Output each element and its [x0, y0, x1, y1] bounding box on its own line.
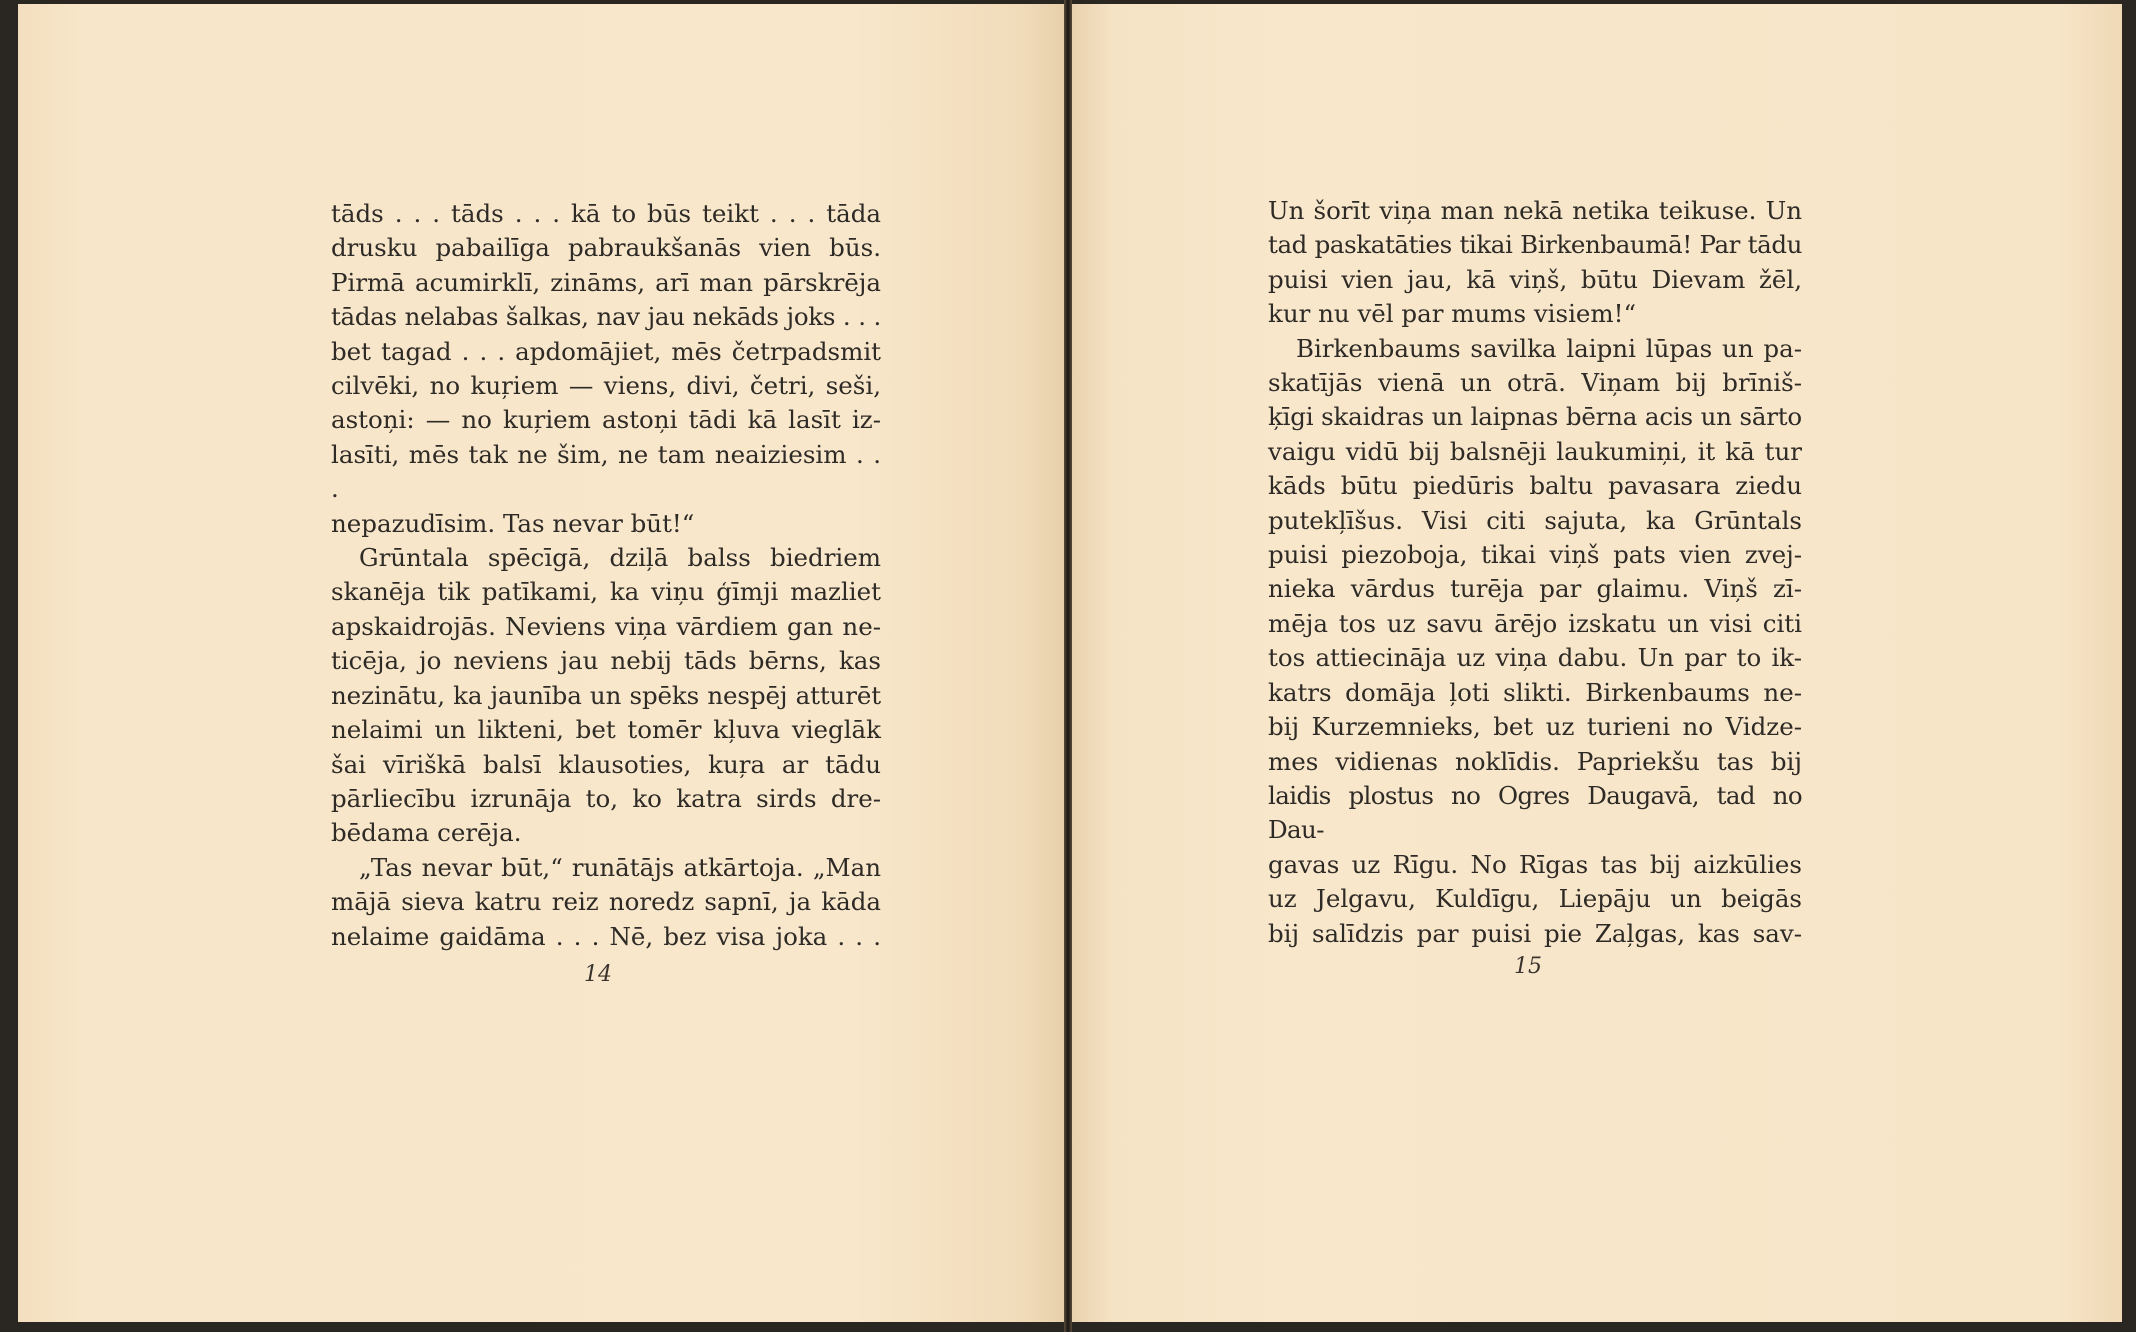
text-line: cilvēki, no kuŗiem — viens, divi, četri, seši, [331, 371, 881, 401]
text-line: puisi piezoboja, tikai viņš pats vien zvej- [1268, 540, 1802, 570]
text-line: „Tas nevar būt,“ runātājs atkārtoja. „Man [359, 852, 881, 882]
text-line: skanēja tik patīkami, ka viņu ģīmji mazliet [331, 577, 881, 607]
text-line: bij salīdzis par puisi pie Zaļgas, kas sav- [1268, 918, 1802, 948]
text-line: bēdama cerēja. [331, 818, 522, 848]
text-line: lasīti, mēs tak ne šim, ne tam neaiziesim . . . [331, 439, 881, 504]
page-number: 15 [1514, 954, 1542, 979]
text-line: vaigu vidū bij balsnēji laukumiņi, it kā tur [1268, 436, 1802, 466]
left-page [18, 4, 1064, 1322]
right-page [1072, 4, 2122, 1322]
text-line: tāds . . . tāds . . . kā to būs teikt . . . tāda [331, 199, 881, 228]
text-line: šai vīriškā balsī klausoties, kuŗa ar tādu [331, 749, 881, 779]
text-line: ķīgi skaidras un laipnas bērna acis un sārto [1268, 402, 1802, 432]
text-line: kur nu vēl par mums visiem!“ [1268, 299, 1637, 329]
text-line: skatījās vienā un otrā. Viņam bij brīniš- [1268, 368, 1802, 398]
text-line: drusku pabailīga pabraukšanās vien būs. [331, 233, 881, 263]
text-line: uz Jelgavu, Kuldīgu, Liepāju un beigās [1268, 884, 1802, 914]
text-line: Birkenbaums savilka laipni lūpas un pa- [1296, 333, 1802, 363]
text-line: kāds būtu piedūris baltu pavasara ziedu [1268, 471, 1802, 501]
text-line: Pirmā acumirklī, zināms, arī man pārskrēja [331, 267, 881, 297]
text-line: tādas nelabas šalkas, nav jau nekāds joks . . . [331, 302, 881, 332]
text-line: Grūntala spēcīgā, dziļā balss biedriem [359, 543, 881, 573]
left-page-text [331, 197, 881, 954]
text-line: mājā sieva katru reiz noredz sapnī, ja kāda [331, 887, 881, 917]
text-line: bij Kurzemnieks, bet uz turieni no Vidze- [1268, 712, 1802, 742]
text-line: tos attiecināja uz viņa dabu. Un par to ik- [1268, 643, 1802, 673]
text-line: nieka vārdus turēja par glaimu. Viņš zī- [1268, 574, 1802, 604]
text-line: pārliecību izrunāja to, ko katra sirds dre- [331, 783, 881, 813]
right-page-text [1268, 194, 1802, 951]
text-line: nepazudīsim. Tas nevar būt!“ [331, 508, 695, 538]
text-line: katrs domāja ļoti slikti. Birkenbaums ne- [1268, 677, 1802, 707]
text-line: nelaime gaidāma . . . Nē, bez visa joka . . . [331, 921, 881, 951]
text-line: Un šorīt viņa man nekā netika teikuse. Un [1268, 196, 1802, 225]
text-line: bet tagad . . . apdomājiet, mēs četrpadsmit [331, 336, 881, 366]
text-line: nezinātu, ka jaunība un spēks nespēj atturēt [331, 680, 881, 710]
text-line: gavas uz Rīgu. No Rīgas tas bij aizkūlies [1268, 849, 1802, 879]
text-line: astoņi: — no kuŗiem astoņi tādi kā lasīt iz- [331, 405, 881, 435]
text-line: laidis plostus no Ogres Daugavā, tad no Dau- [1268, 780, 1802, 845]
text-line: nelaimi un likteni, bet tomēr kļuva vieglāk [331, 715, 881, 745]
text-line: puisi vien jau, kā viņš, būtu Dievam žēl, [1268, 264, 1802, 294]
text-line: mes vidienas noklīdis. Papriekšu tas bij [1268, 746, 1802, 776]
text-line: mēja tos uz savu ārējo izskatu un visi citi [1268, 608, 1802, 638]
text-line: ticēja, jo neviens jau nebij tāds bērns, kas [331, 646, 881, 676]
book-gutter [1064, 0, 1072, 1332]
text-line: tad paskatāties tikai Birkenbaumā! Par tādu [1268, 230, 1802, 260]
text-line: putekļīšus. Visi citi sajuta, ka Grūntals [1268, 505, 1802, 535]
page-number: 14 [584, 962, 612, 987]
text-line: apskaidrojās. Neviens viņa vārdiem gan ne- [331, 611, 881, 641]
